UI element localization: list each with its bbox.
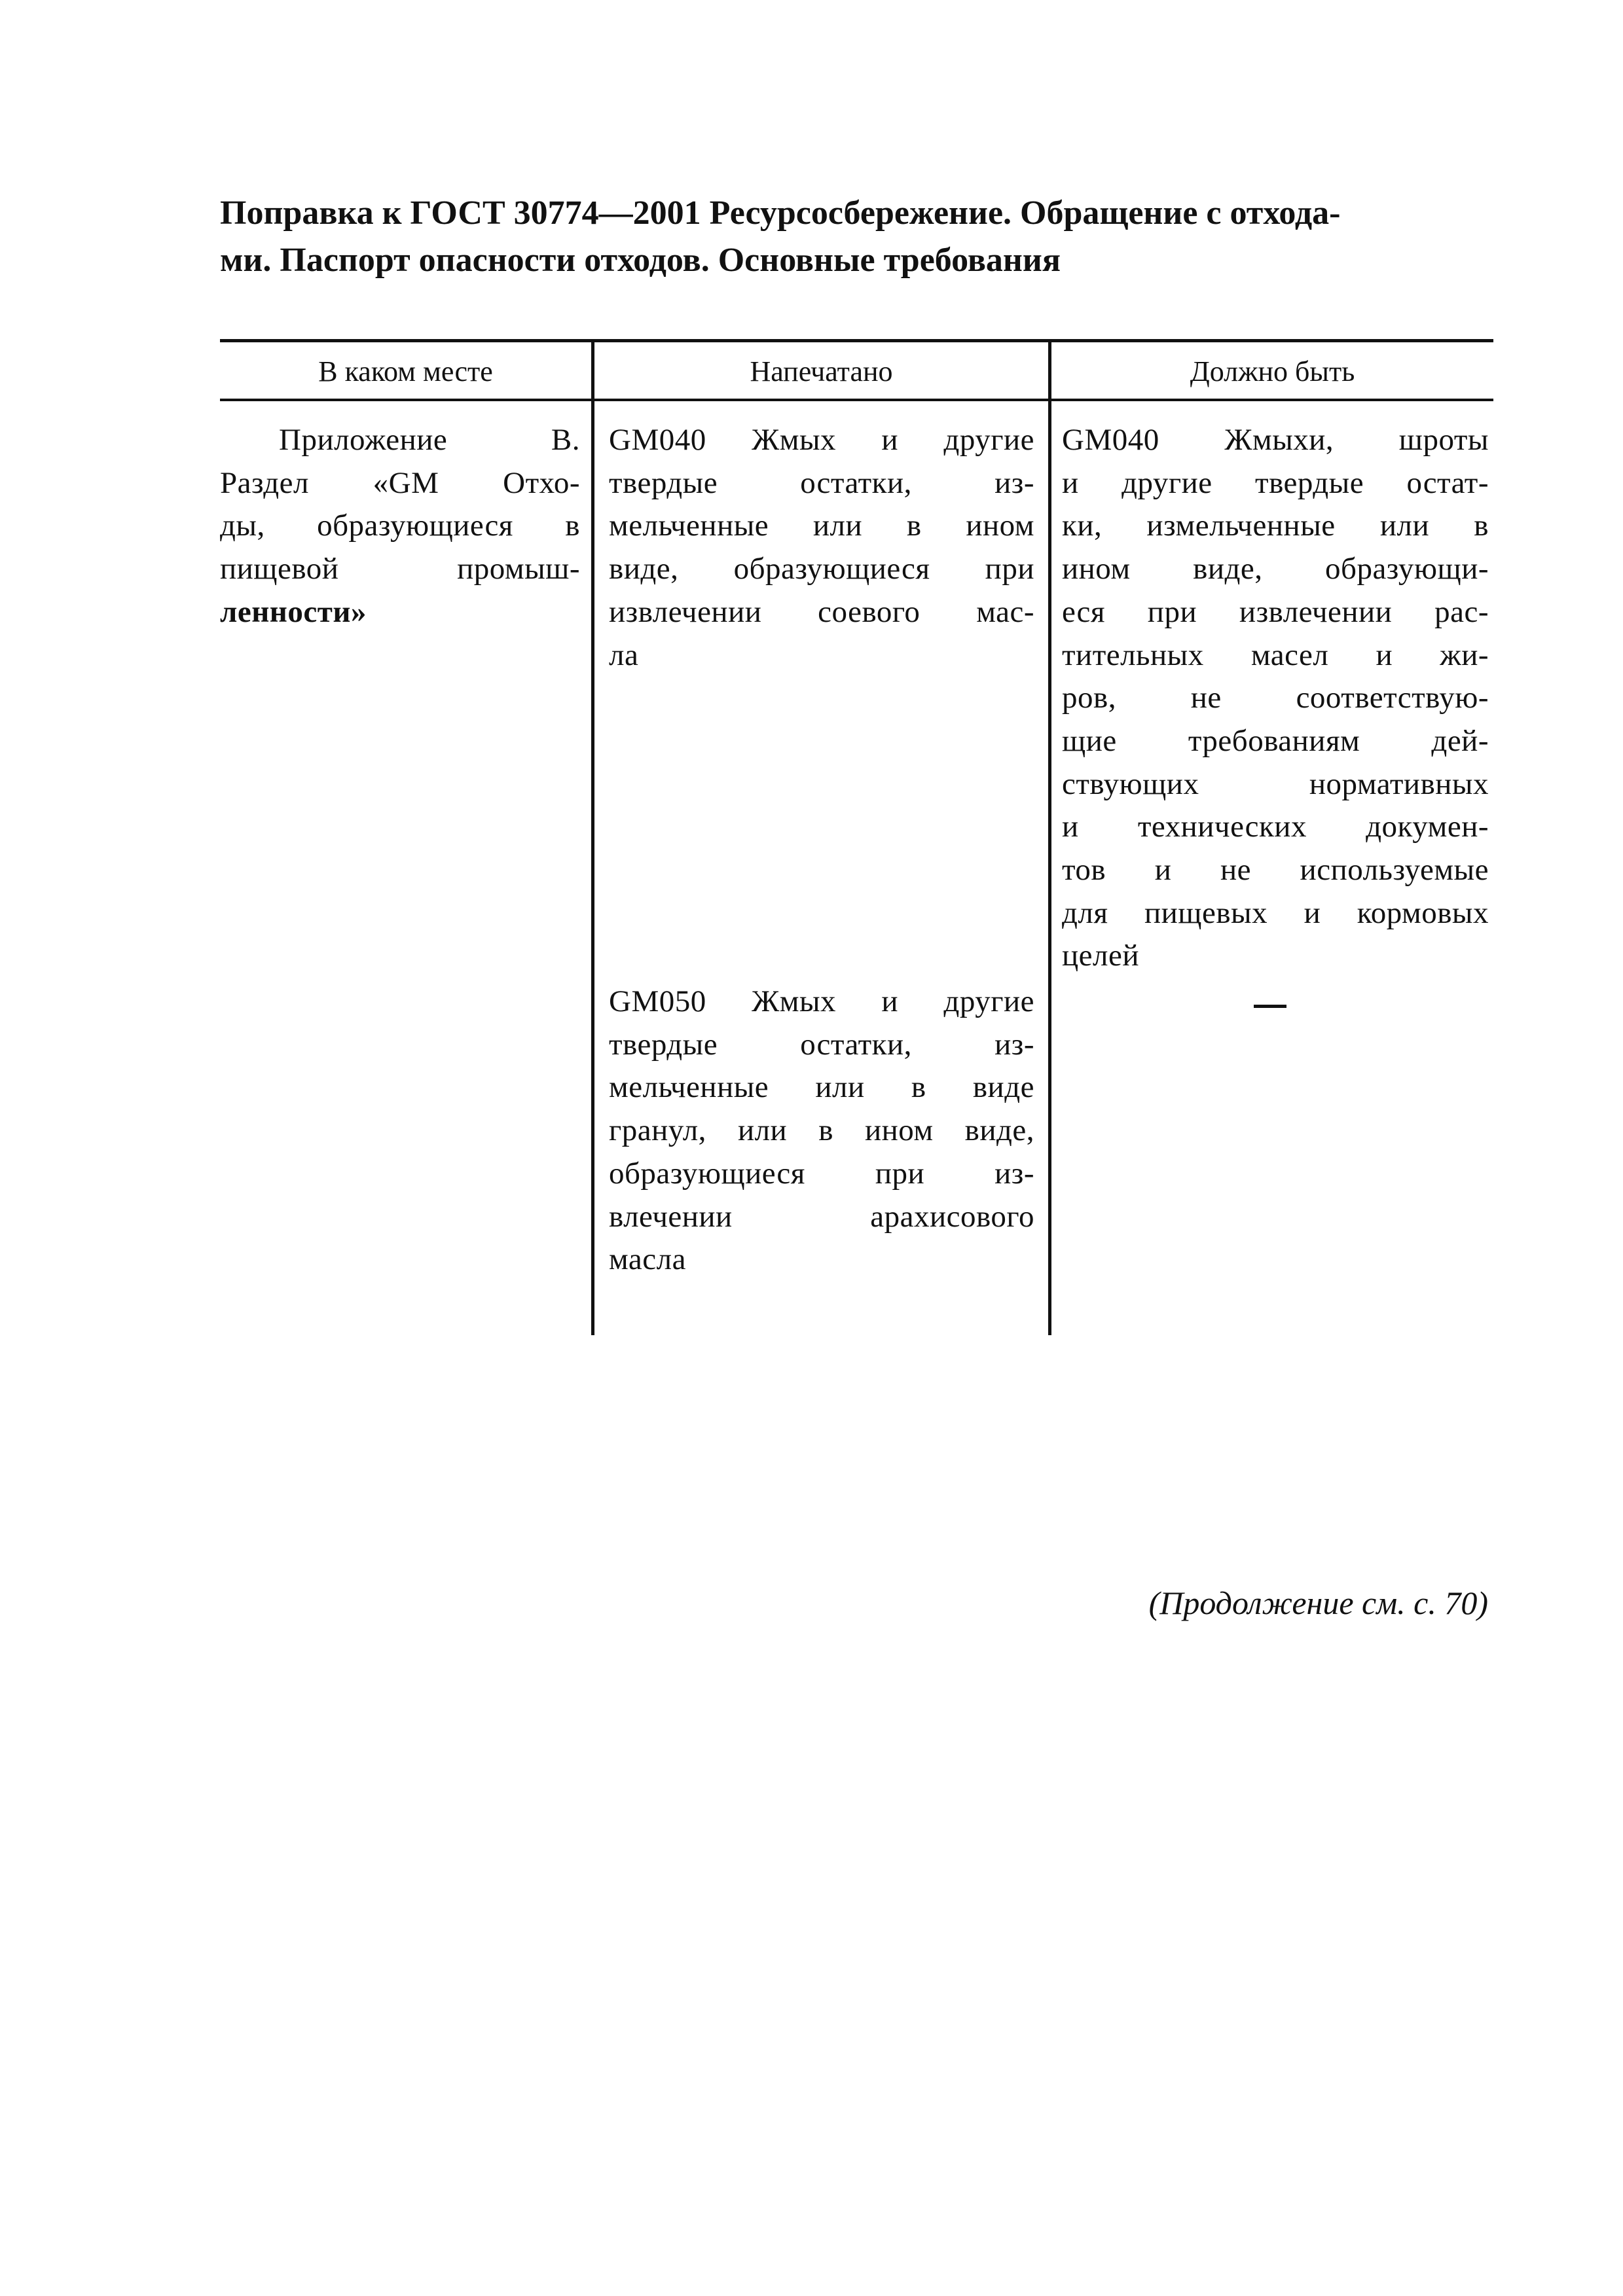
printed-gm050-line: твердые остатки, из- (609, 1027, 1034, 1062)
printed-gm040-line: ла (609, 637, 639, 672)
table-header-rule (220, 399, 1493, 401)
printed-gm050-line: влечении арахисового (609, 1199, 1034, 1234)
printed-gm040-line: виде, образующиеся при (609, 552, 1034, 586)
corrected-gm040-line: тов и не используемые (1062, 853, 1489, 888)
column-divider-2 (1048, 339, 1051, 1335)
cell-location (220, 419, 580, 634)
corrected-gm040-line: тительных масел и жи- (1062, 637, 1489, 672)
printed-gm050-line: образующиеся при из- (609, 1156, 1034, 1191)
location-line: пищевой промыш- (220, 552, 580, 586)
corrected-gm040-line: для пищевых и кормовых (1062, 895, 1489, 930)
corrected-gm040-line: и другие твердые остат- (1062, 465, 1489, 500)
corrected-gm040-line: GM040 Жмыхи, шроты (1062, 423, 1489, 457)
printed-gm040-line: извлечении соевого мас- (609, 594, 1034, 629)
table-top-rule (220, 339, 1493, 342)
title-line-1: Поправка к ГОСТ 30774—2001 Ресурсосбережение. Обращение с отхода- (220, 194, 1341, 232)
location-line: ленности» (220, 594, 367, 629)
location-line: ды, образующиеся в (220, 509, 580, 543)
header-printed: Напечатано (750, 355, 893, 387)
corrected-gm040-line: щие требованиям дей- (1062, 723, 1489, 758)
title-line-2: ми. Паспорт опасности отходов. Основные требования (220, 242, 1061, 279)
cell-printed-gm050 (609, 980, 1034, 1282)
printed-gm040-line: мельченные или в ином (609, 509, 1034, 543)
printed-gm050-line: масла (609, 1242, 686, 1277)
cell-corrected-gm040 (1062, 419, 1489, 978)
corrected-gm040-line: еся при извлечении рас- (1062, 594, 1489, 629)
printed-gm040-line: твердые остатки, из- (609, 465, 1034, 500)
corrected-gm050-dash (1254, 1005, 1286, 1008)
location-line: Приложение В. (279, 423, 580, 457)
corrected-gm040-line: ки, измельченные или в (1062, 509, 1489, 543)
corrected-gm040-line: ствующих нормативных (1062, 766, 1489, 801)
printed-gm040-line: GM040 Жмых и другие (609, 423, 1034, 457)
corrected-gm040-line: и технических докумен- (1062, 810, 1489, 844)
header-location: В каком месте (318, 355, 493, 387)
header-should-be: Должно быть (1190, 355, 1355, 387)
document-title (220, 190, 1503, 284)
printed-gm050-line: гранул, или в ином виде, (609, 1113, 1034, 1148)
continuation-note: (Продолжение см. с. 70) (1148, 1585, 1488, 1621)
cell-printed-gm040 (609, 419, 1034, 677)
column-divider-1 (591, 339, 594, 1335)
printed-gm050-line: мельченные или в виде (609, 1070, 1034, 1105)
corrected-gm040-line: целей (1062, 939, 1139, 973)
corrected-gm040-line: ров, не соответствую- (1062, 681, 1489, 715)
location-line: Раздел «GM Отхо- (220, 465, 580, 500)
corrected-gm040-line: ином виде, образующи- (1062, 552, 1489, 586)
printed-gm050-line: GM050 Жмых и другие (609, 984, 1034, 1018)
